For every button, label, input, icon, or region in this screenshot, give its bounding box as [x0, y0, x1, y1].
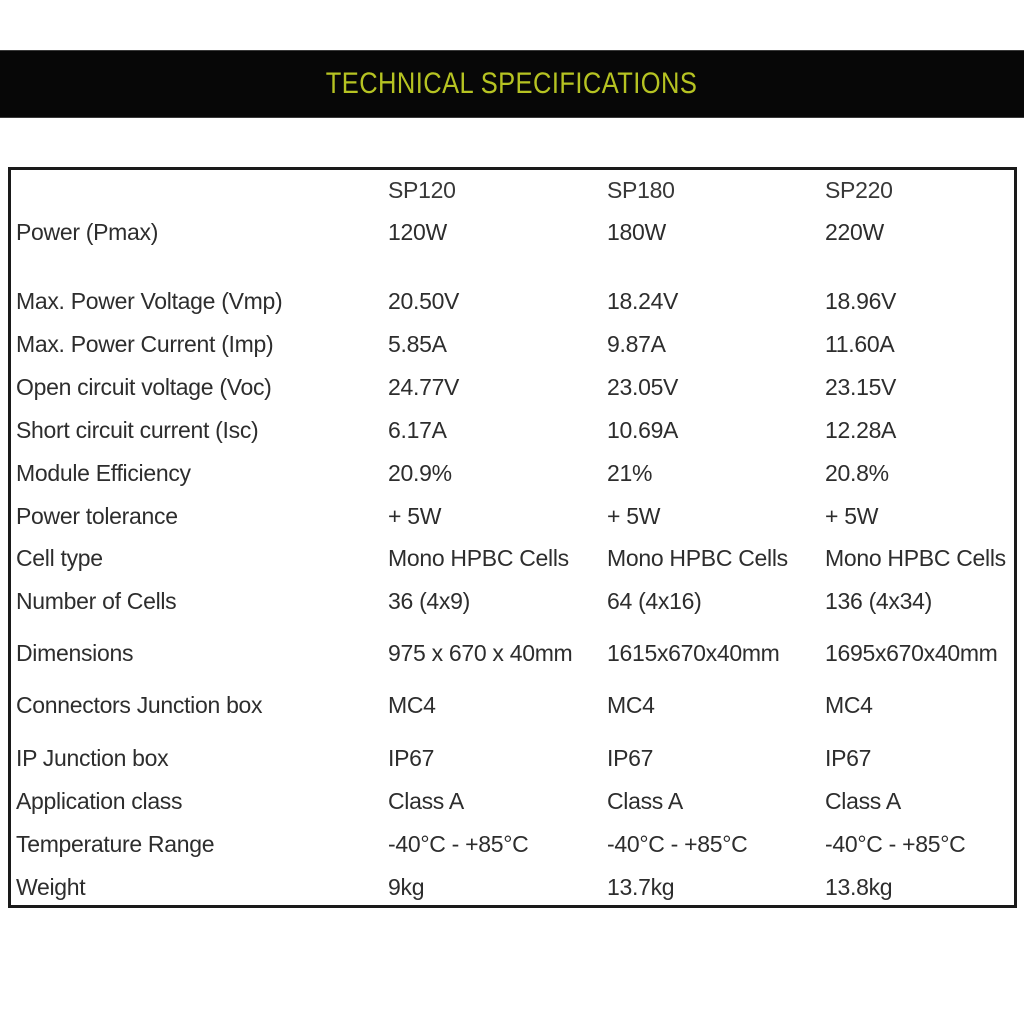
spec-value: 23.05V [607, 374, 679, 400]
table-row [11, 787, 1014, 815]
spec-value: 64 (4x16) [607, 588, 702, 614]
spec-value: 1695x670x40mm [825, 640, 998, 666]
page-title: TECHNICAL SPECIFICATIONS [326, 67, 698, 100]
spec-value: -40°C - +85°C [607, 831, 748, 857]
spec-value: Mono HPBC Cells [607, 545, 788, 571]
spec-value: + 5W [607, 503, 661, 529]
spec-value: IP67 [388, 745, 435, 771]
spec-value: Mono HPBC Cells [388, 545, 569, 571]
column-header-sp120: SP120 [388, 177, 456, 203]
spec-label: Number of Cells [16, 588, 177, 614]
spec-table [8, 167, 1017, 908]
spec-value: 20.9% [388, 460, 452, 486]
table-row [11, 873, 1014, 901]
spec-label: Weight [16, 874, 86, 900]
spec-value: 20.50V [388, 288, 460, 314]
spec-value: MC4 [825, 692, 873, 718]
spec-value: Class A [388, 788, 464, 814]
table-header-row [11, 176, 1014, 204]
spec-value: + 5W [388, 503, 442, 529]
table-row [11, 691, 1014, 719]
spec-value: Class A [825, 788, 901, 814]
spec-label: Open circuit voltage (Voc) [16, 374, 272, 400]
table-row [11, 330, 1014, 358]
spec-label: Connectors Junction box [16, 692, 263, 718]
spec-value: -40°C - +85°C [388, 831, 529, 857]
spec-label: Dimensions [16, 640, 134, 666]
spec-value: 12.28A [825, 417, 897, 443]
spec-label: Power tolerance [16, 503, 178, 529]
table-row [11, 587, 1014, 615]
spec-value: + 5W [825, 503, 879, 529]
spec-value: MC4 [388, 692, 436, 718]
spec-value: 21% [607, 460, 653, 486]
table-row [11, 639, 1014, 667]
spec-label: Max. Power Voltage (Vmp) [16, 288, 283, 314]
spec-label [16, 176, 388, 204]
spec-value: 1615x670x40mm [607, 640, 780, 666]
table-row [11, 744, 1014, 772]
spec-label: Max. Power Current (Imp) [16, 331, 274, 357]
spec-value: IP67 [607, 745, 654, 771]
spec-value: 18.24V [607, 288, 679, 314]
table-row [11, 218, 1014, 246]
spec-value: 18.96V [825, 288, 897, 314]
table-row [11, 459, 1014, 487]
table-row [11, 373, 1014, 401]
table-row [11, 830, 1014, 858]
spec-value: 5.85A [388, 331, 447, 357]
spec-value: Class A [607, 788, 683, 814]
spec-value: 975 x 670 x 40mm [388, 640, 573, 666]
spec-label: Temperature Range [16, 831, 215, 857]
spec-value: 11.60A [825, 331, 895, 357]
column-header-sp180: SP180 [607, 177, 675, 203]
spec-value: 13.8kg [825, 874, 893, 900]
spec-value: 10.69A [607, 417, 679, 443]
spec-value: 9.87A [607, 331, 666, 357]
spec-value: 13.7kg [607, 874, 675, 900]
spec-label: Application class [16, 788, 183, 814]
table-row [11, 502, 1014, 530]
spec-value: MC4 [607, 692, 655, 718]
spec-value: 24.77V [388, 374, 460, 400]
spec-label: Short circuit current (Isc) [16, 417, 259, 443]
spec-value: 6.17A [388, 417, 447, 443]
spec-value: -40°C - +85°C [825, 831, 966, 857]
spec-value: 36 (4x9) [388, 588, 470, 614]
spec-value: 136 (4x34) [825, 588, 932, 614]
table-row [11, 287, 1014, 315]
spec-value: 23.15V [825, 374, 897, 400]
spec-label: Power (Pmax) [16, 219, 159, 245]
spec-value: 20.8% [825, 460, 889, 486]
column-header-sp220: SP220 [825, 177, 893, 203]
spec-value: 120W [388, 219, 447, 245]
title-banner [0, 50, 1024, 118]
spec-label: Cell type [16, 545, 103, 571]
table-row [11, 544, 1014, 572]
spec-value: 220W [825, 219, 884, 245]
table-row [11, 416, 1014, 444]
spec-label: Module Efficiency [16, 460, 191, 486]
spec-value: 9kg [388, 874, 425, 900]
spec-value: 180W [607, 219, 666, 245]
spec-value: Mono HPBC Cells [825, 545, 1006, 571]
spec-label: IP Junction box [16, 745, 169, 771]
spec-value: IP67 [825, 745, 872, 771]
